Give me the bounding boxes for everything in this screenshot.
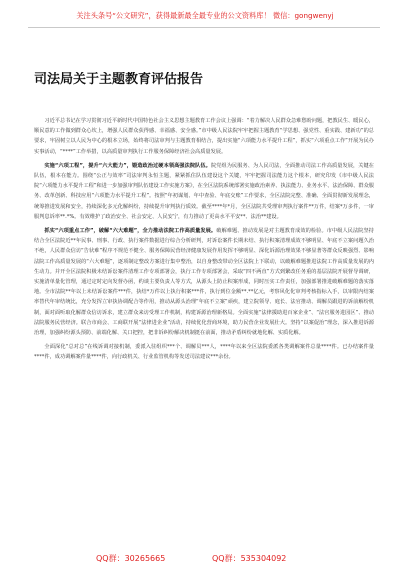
bottom-banner — [0, 538, 408, 580]
top-banner — [0, 0, 408, 36]
paragraph-3-text: 破解难题、推动发展是对主题教育成效的检验。市中级人民法院坚持结合全区法院近**年民事、刑事、行政、执行案件数据进行综合分析研判，对诉讼案件长期未结、执行积案清理成效不够明显、年底不立案问题久治不绝，人民群众信访“告状难”程序不规范不健全、服务保障民营经济健康发展作用发挥不够明显、深化诉源治理效果不够显著等群众反映强烈、影响法院工作高质量发展的“六大难题”，逐项制定整改方案进行集中整治，以自身整改带动全区法院上下联动，以破解难题推进法院工作高质量发展的内生动力。并开全区法院积极未结诉讼案件清理工作专项部署会，执行工作专项部署会，采取“四不两直”方式到繁改任务重的基层法院开展督导调研，实施清单量化管理，通过定时定向发督办函，约谈主要负责人等方式，从源头上防止积案形成，同时压实工作责任，加强部署推进破解难题的落实落地。全市法院**年以上未结诉讼案件***件，执结*万件以上执行积案***件，执行到位金额**.**亿元，考察风化化审判考核指标入手，以审限内结案率替代年审结统比，充分发挥立审执协调配合等作用，推动从源头治理“年底不立案”顽疾，建立院领导、庭长、法官推动、调解员跟进的诉前解纷机制，面对面听取化解群众信访诉求，建立群众来访受理工作机制，构建诉源治理新格局。全面实施“法律援助进百家企业”、“法官服务进园区”、推动法院服务民营经济。联合市商会、工商联开展“法律进企业”活动，持续优化营商环境，助力民营企业发展壮大。坚持“以案促治”理念，深入推进诉源治理，加强纠纷源头预防、前端化解、关口把控，把非诉纠纷解决机制挺在前面，推动矛盾纠纷就地化解、实质化解。 — [34, 228, 374, 337]
paragraph-2-lead: 实施“六项工程”，提升“六大能力”，锻造政治过硬本领高强法院队伍。 — [44, 162, 211, 169]
paragraph-1-text: 习近平总书记在学习贯彻习近平新时代中国特色社会主义思想主题教育工作会议上强调：“着力解决人民群众急难愁盼问题，把教民生、暖民心，顺民意的工作做到群众心坎上，增强人民群众获得感、幸福感、安全感。”市中级人民法院牢牢把握主题教育“学思想、强党性、重实践、建新功”的总要求，牢固树立以人民为中心的根本立场，始终将司法审判与主题教育相结合，提出实施“六项能力水平提升工程”，抓实“六项重点工作”开展为民办实事活动，“****”工作举措，以高质量审判执行工作服务保障经济社会高质量发展。 — [34, 118, 374, 155]
document-body — [34, 116, 374, 528]
document-title: 司法局关于主题教育评估报告 — [34, 72, 204, 87]
header-divider — [28, 27, 380, 28]
paragraph-2-text: 院党组为民服务、为人民司法，全面推动司法工作高质量发展，关键在队伍，根本在能力。围绕“公正与效率”司法审判永恒主题，紧紧抓住队伍建设这个关键，牢牢把握司法能力这个根本，研究印发《市中级人民法院“六项能力水平提升工程”和进一步加强审判队伍建设工作实施方案》，在全区法院系统部署实施政治素养、执法能力、业务水平、法治保障、群众服务、改革创新、科技应用“六项能力水平提升工程”。按照“年初谋划、年中查验、年底交账”工作要求，全区法院完整、准确、全面贯彻新发展理念，统筹推进发展和安全，持续深化多元化解纠纷，持续提升审判执行质效。截至****年*月，全区法院共受理审判执行案件**万件，结案*万多件，一审服判息诉率**.*%。有效维护了政治安全、社会安定、人民安宁，有力推动了更高水平平安**、法治**建设。 — [34, 162, 374, 220]
qq-group-2: QQ群：535304092 — [212, 554, 287, 563]
paragraph-4-text: 全面深化“总对总”在线诉调对接机制，委派入驻组织***个、调解员***人，****年以来全区法院委派各类调解案件总量****件。已办结案件量****件，成功调解案件量****件，向行政机关、行业监管机构等发送司法建议***余份。 — [34, 344, 374, 361]
qq-group-1: QQ群：30265665 — [96, 554, 166, 563]
paragraph-3-lead: 抓实“六项重点工作”，破解“六大难题”，全力推动法院工作高质量发展。 — [44, 228, 217, 235]
paragraph-4 — [34, 342, 374, 362]
top-banner-text: 关注头条号“公文研究”，获得最新最全最专业的公文资料库！ 微信：gongwenyj — [76, 11, 334, 20]
paragraph-1 — [34, 116, 374, 157]
paragraph-2 — [34, 161, 374, 222]
paragraph-3 — [34, 226, 374, 338]
